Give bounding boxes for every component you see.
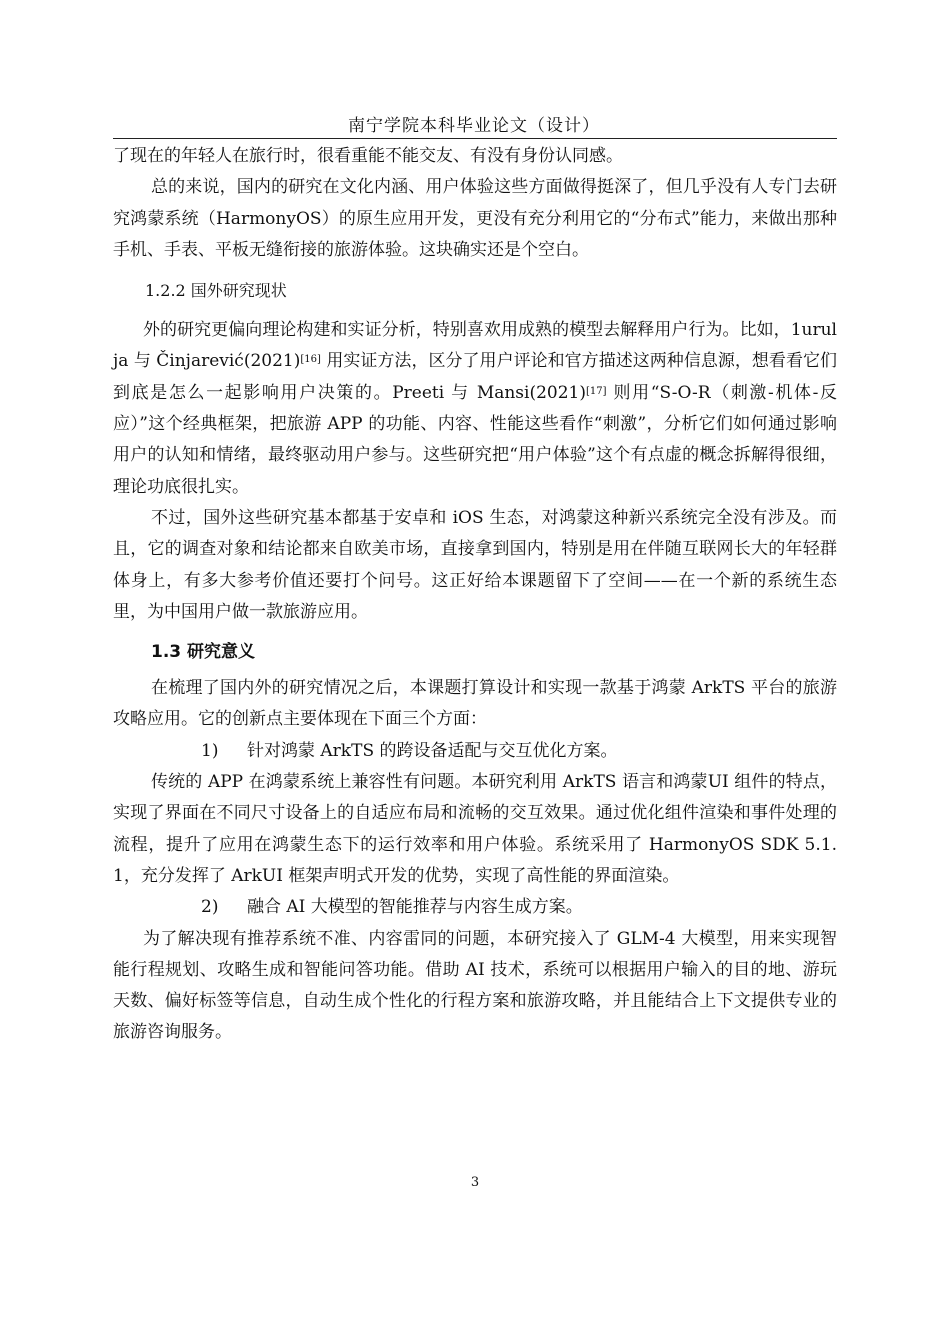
text-segment: 外的研究更偏向理论构建和实证分析，特别喜欢用成熟的模型去解释用户行为。比如，1urulja 与 Činjarević(2021) [113, 320, 837, 372]
citation-17[interactable]: [17] [586, 385, 607, 397]
text-segment: 则用“S-O-R（刺激-机体-反应）”这个经典框架，把旅游 APP 的功能、内容、性能这些看作“刺激”，分析它们如何通过影响用户的认知和情绪，最终驱动用户参与。这些研究把“用户体验”这个有点虚的概念拆解得很细，理论功底很扎实。 [113, 382, 837, 497]
list-item-number: 2) [201, 897, 219, 918]
paragraph-foreign-limitations: 不过，国外这些研究基本都基于安卓和 iOS 生态，对鸿蒙这种新兴系统完全没有涉及。而且，它的调查对象和结论都来自欧美市场，直接拿到国内，特别是用在伴随互联网长大的年轻群体身上，有多大参考价值还要打个问号。这正好给本课题留下了空间——在一个新的系统生态里，为中国用户做一款旅游应用。 [113, 507, 837, 622]
list-item [113, 736, 837, 767]
running-header: 南宁学院本科毕业论文（设计） [348, 116, 600, 136]
list-item-text: 融合 AI 大模型的智能推荐与内容生成方案。 [247, 897, 583, 918]
list-item-text: 针对鸿蒙 ArkTS 的跨设备适配与交互优化方案。 [247, 740, 618, 761]
body-text [113, 141, 837, 1049]
paragraph-arkts: 传统的 APP 在鸿蒙系统上兼容性有问题。本研究利用 ArkTS 语言和鸿蒙UI 组件的特点，实现了界面在不同尺寸设备上的自适应布局和流畅的交互效果。通过优化组件渲染和事件处理的流程，提升了应用在鸿蒙生态下的运行效率和用户体验。系统采用了 HarmonyOS SDK 5.1.1，充分发挥了 ArkUI 框架声明式开发的优势，实现了高性能的界面渲染。 [113, 772, 837, 886]
header-rule [113, 138, 837, 139]
section-heading: 1.3 研究意义 [151, 642, 256, 663]
paragraph-continued: 了现在的年轻人在旅行时，很看重能不能交友、有没有身份认同感。 [113, 146, 623, 166]
citation-16[interactable]: [16] [300, 354, 321, 366]
list-item-number: 1) [201, 740, 219, 761]
paragraph-ai: 为了解决现有推荐系统不准、内容雷同的问题，本研究接入了 GLM-4 大模型，用来实现智能行程规划、攻略生成和智能问答功能。借助 AI 技术，系统可以根据用户输入的目的地、游玩天数、偏好标签等信息，自动生成个性化的行程方案和旅游攻略，并且能结合上下文提供专业的旅游咨询服务。 [113, 928, 837, 1043]
subsection-heading: 1.2.2 国外研究现状 [145, 281, 287, 301]
paragraph-foreign-research [113, 315, 837, 503]
list-item [113, 892, 837, 923]
text-segment: 用实证方法，区分了用户评论和官方描述这两种信息源，想看看它们到底是怎么一起影响用户决策的。Preeti 与 Mansi(2021) [113, 351, 838, 403]
paragraph-domestic-summary: 总的来说，国内的研究在文化内涵、用户体验这些方面做得挺深了，但几乎没有人专门去研究鸿蒙系统（HarmonyOS）的原生应用开发，更没有充分利用它的“分布式”能力，来做出那种手机、手表、平板无缝衔接的旅游体验。这块确实还是个空白。 [113, 177, 837, 260]
paragraph-significance-intro: 在梳理了国内外的研究情况之后，本课题打算设计和实现一款基于鸿蒙 ArkTS 平台的旅游攻略应用。它的创新点主要体现在下面三个方面： [113, 678, 837, 730]
page-number: 3 [470, 1175, 480, 1190]
